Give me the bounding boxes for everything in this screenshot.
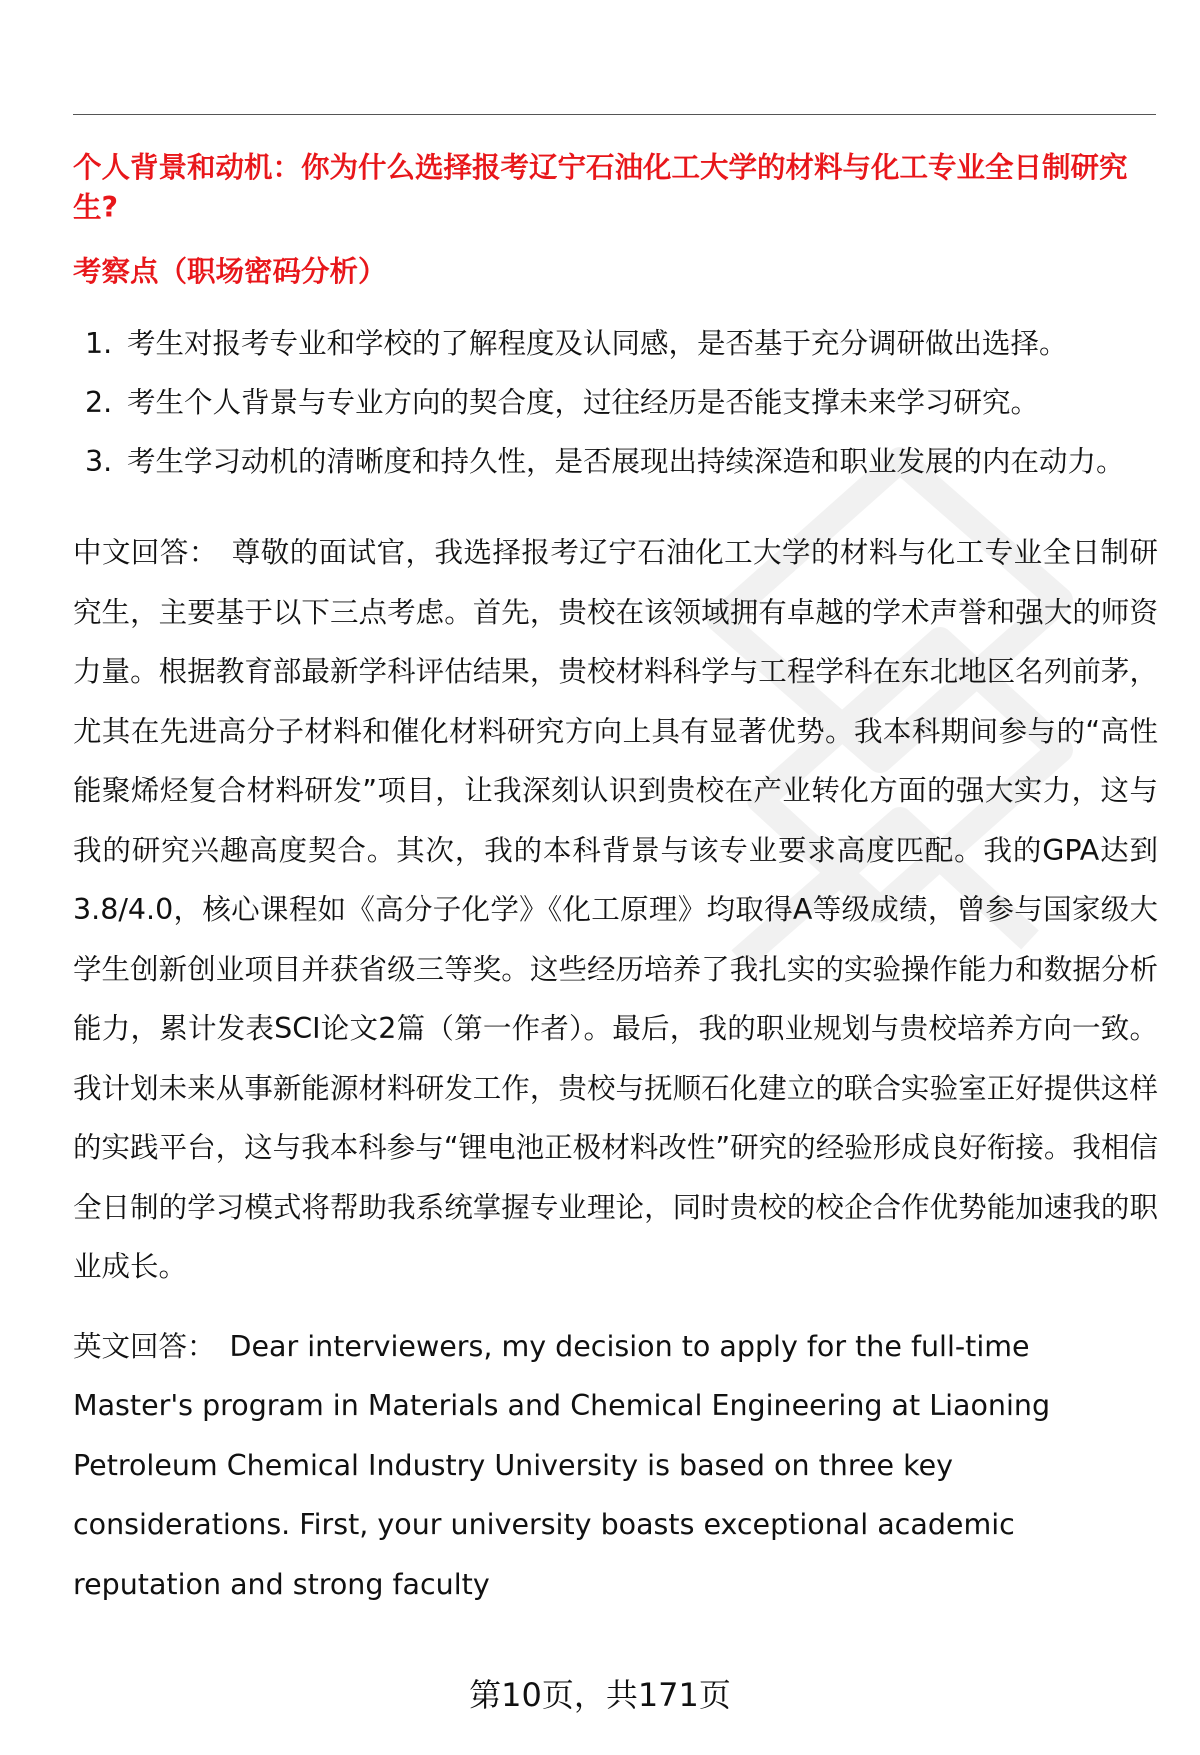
section-heading: 考察点（职场密码分析） (73, 255, 387, 288)
list-item-number: 2. (85, 386, 113, 419)
question-title: 个人背景和动机：你为什么选择报考辽宁石油化工大学的材料与化工专业全日制研究生? (73, 151, 1128, 224)
english-answer-label: 英文回答： (73, 1329, 216, 1363)
main-content (73, 148, 1158, 1614)
list-item-number: 3. (85, 445, 113, 478)
list-item-text: 考生对报考专业和学校的了解程度及认同感，是否基于充分调研做出选择。 (127, 327, 1068, 360)
assessment-points-list (73, 314, 1158, 491)
list-item (73, 373, 1158, 432)
chinese-answer-label: 中文回答： (73, 536, 218, 569)
list-item (73, 432, 1158, 491)
chinese-answer (73, 523, 1158, 1297)
page-number-footer: 第10页，共171页 (469, 1676, 731, 1714)
list-item-text: 考生学习动机的清晰度和持久性，是否展现出持续深造和职业发展的内在动力。 (127, 445, 1125, 478)
header-rule (73, 114, 1156, 115)
list-item (73, 314, 1158, 373)
english-answer-text: Dear interviewers, my decision to apply for the full-time Master's program in Materials and Chemical Engineering at Liaoning Petroleum Chemical Industry University is based on three key considerations. First, your university boasts exceptional academic reputation and strong faculty (73, 1329, 1051, 1601)
chinese-answer-text: 尊敬的面试官，我选择报考辽宁石油化工大学的材料与化工专业全日制研究生，主要基于以下三点考虑。首先，贵校在该领域拥有卓越的学术声誉和强大的师资力量。根据教育部最新学科评估结果，贵校材料科学与工程学科在东北地区名列前茅，尤其在先进高分子材料和催化材料研究方向上具有显著优势。我本科期间参与的“高性能聚烯烃复合材料研发”项目，让我深刻认识到贵校在产业转化方面的强大实力，这与我的研究兴趣高度契合。其次，我的本科背景与该专业要求高度匹配。我的GPA达到3.8/4.0，核心课程如《高分子化学》《化工原理》均取得A等级成绩，曾参与国家级大学生创新创业项目并获省级三等奖。这些经历培养了我扎实的实验操作能力和数据分析能力，累计发表SCI论文2篇（第一作者）。最后，我的职业规划与贵校培养方向一致。我计划未来从事新能源材料研发工作，贵校与抚顺石化建立的联合实验室正好提供这样的实践平台，这与我本科参与“锂电池正极材料改性”研究的经验形成良好衔接。我相信全日制的学习模式将帮助我系统掌握专业理论，同时贵校的校企合作优势能加速我的职业成长。 (73, 536, 1158, 1283)
list-item-number: 1. (85, 327, 113, 360)
list-item-text: 考生个人背景与专业方向的契合度，过往经历是否能支撑未来学习研究。 (127, 386, 1040, 419)
english-answer (73, 1317, 1158, 1615)
